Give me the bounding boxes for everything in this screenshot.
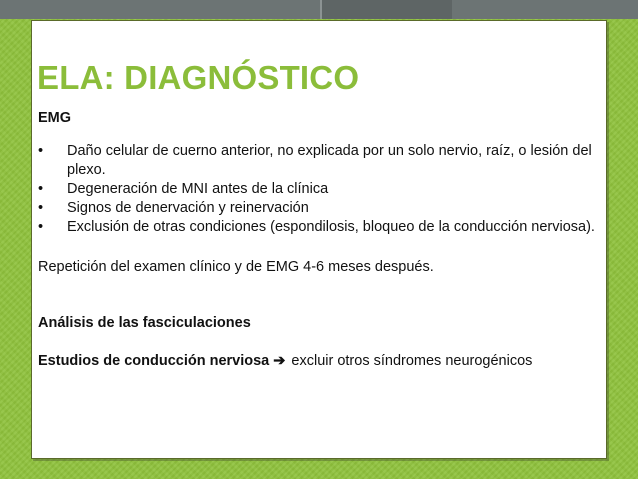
- conduction-text: excluir otros síndromes neurogénicos: [291, 353, 533, 369]
- list-item: [38, 180, 598, 199]
- bullet-icon: •: [38, 181, 44, 197]
- emg-bullet-list: [38, 142, 598, 237]
- list-item: [38, 199, 598, 218]
- bullet-text: Degeneración de MNI antes de la clínica: [67, 181, 329, 197]
- bullet-icon: •: [38, 200, 44, 216]
- spacer: [38, 277, 598, 314]
- repeat-exam-text: Repetición del examen clínico y de EMG 4-6 meses después.: [38, 259, 434, 275]
- slide-body: [38, 109, 598, 371]
- section-emg-heading: EMG: [38, 110, 72, 126]
- top-bar: [0, 0, 638, 19]
- panel-shadow-right: [607, 22, 609, 459]
- spacer: [38, 128, 598, 142]
- conduction-heading: Estudios de conducción nerviosa: [38, 353, 270, 369]
- list-item: [38, 218, 598, 237]
- bullet-text: Exclusión de otras condiciones (espondilosis, bloqueo de la conducción nerviosa).: [67, 219, 595, 235]
- panel-shadow-bottom: [33, 459, 609, 461]
- bullet-icon: •: [38, 219, 44, 235]
- bullet-text: Signos de denervación y reinervación: [67, 200, 309, 216]
- conduction-paragraph: [38, 352, 598, 371]
- fasciculations-heading: Análisis de las fasciculaciones: [38, 315, 251, 331]
- list-item: [38, 142, 598, 180]
- slide-title: ELA: DIAGNÓSTICO: [37, 59, 360, 96]
- arrow-right-icon: ➔: [273, 353, 286, 369]
- bullet-icon: •: [38, 143, 44, 159]
- spacer: [38, 237, 598, 258]
- top-accent: [320, 0, 452, 19]
- spacer: [38, 333, 598, 352]
- bullet-text: Daño celular de cuerno anterior, no explicada por un solo nervio, raíz, o lesión del plexo.: [67, 143, 592, 178]
